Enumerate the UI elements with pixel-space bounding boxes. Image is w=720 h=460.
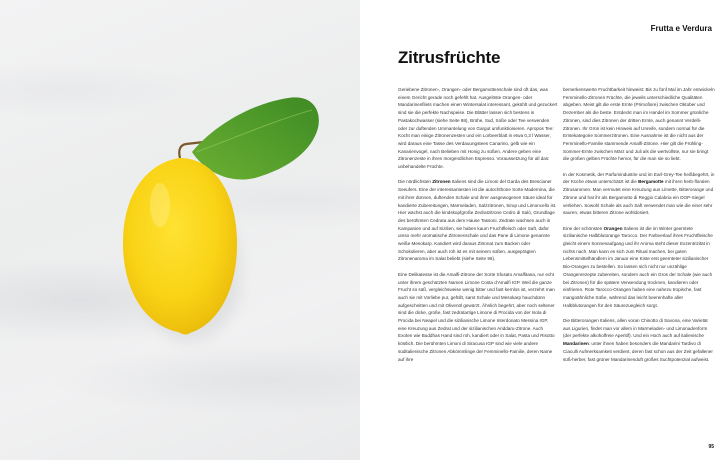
body-paragraph (563, 317, 715, 363)
paragraph-text: bemerkenswerte Fruchtbarkeit hinweist: Bis zu fünf Mal im Jahr entwickeln Femminello-Zitronen Früchte, die jeweils unterschiedliche Qualitäten abgeben. Meist gilt die erste Ernte (Primofiore) zwischen Oktober und Dezember als die beste. Entdeckt man im Handel im Sommer grünliche Zitronen, sind dies Zitronen der dritten Ernte, auch genannt Verdelli-Zitronen. Ihr Grün ist kein Hinweis auf Unreife, sondern normal für die Erntekategorie Sommerzitronen. Eine Ausnahme ist die nicht aus der Femminello-Familie stammende Amalfi-Zitrone. Hier gilt die Frühling-Sommer-Ernte zwischen März und Juli als die wertvollste, nur sie bringt die großen gelben Früchte hervor, für die man sie so liebt. (563, 87, 715, 162)
paragraph-text: : unter ihnen haben besonders die Mandarini Tardivo di Ciaculli Aufmerksamkeit verdient, deren fast schon aus der Zeit gefallener süß-herber, fast grüner Mandarinenduft großes Suchtpotenzial aufweist. (563, 341, 713, 362)
paragraph-text: Eine Delikatesse ist die Amalfi-Zitrone der Sorte Sfusato Amalfitana, nur echt unter ihrem geschützten Namen Limone Costa d’Amalfi IGP. Weil die ganze Frucht so süß, vergleichsweise wenig bitter und fast kernlos ist, verzehrt man auch sie mit Vorliebe pur, gefüllt, samt Schale und Mesokarp hauchdünn aufgeschnitten und mit Olivenöl gewürzt. Ähnlich begehrt, aber noch seltener sind die dicke, große, fast zedratartige Limone di Procida von der Isola di Procida bei Neapel und die sizilianische Limone Interdonato Messina IGP, eine Kreuzung aus Zedrat und der sizilianischen Ariddaru-Zitrone. Auch Exoten wie Buddhas Hand sind roh, kandiert oder in Salat, Pasta und Risotto köstlich. Die berühmten Limoni di Siracusa IGP sind wie viele andere süditalienische Zitronen Abkömmlinge der Femminello-Familie, deren Name auf ihre (398, 271, 555, 362)
lemon-leaf (192, 97, 319, 179)
running-head: Frutta e Verdura (650, 24, 712, 33)
highlighted-term: Orangen (603, 225, 623, 231)
text-page (360, 0, 720, 460)
paragraph-text: mit ihren herb-floralen Zitrusaromen. Man vermutet eine Kreuzung aus Limette, Bitterorange und Zitrone und hat ihr als Bergamotto di Reggio Calabria ein DOP-Siegel verliehen. Sowohl Schale als auch Saft verwendet man wie die einer sehr sauren, etwas bitteren Zitrone wohldosiert. (563, 179, 714, 216)
page-title: Zitrusfrüchte (398, 48, 501, 67)
paragraph-text: In der Kosmetik, der Parfumindustrie und im Earl-Grey-Tee heißbegehrt, in der Küche etwas unterschätzt ist die (563, 171, 715, 185)
paragraph-text: Italiens ist die im Winter geerntete sizilianische Halbblutorange Tarocco. Der Farbverlauf ihres Fruchtfleische gleicht einem Sonnenaufgang und ihr Aroma steht dieser Exzentrizität in nichts nach. Man kann es sich zum Ritual machen, bei guten Lebensmittelhändlern im Januar eine Kiste erst geernteter sizilianischer Bio-Orangen zu bestellen. So lassen sich nicht nur unzählige Orangenrezepte zubereiten, sondern auch ein Gros der Schale (wie auch bei Zitronen) für die spätere Verwendung trocknen, kandieren oder einfrieren. Rote Tarocco-Orangen haben eine nahezu tropische, fast mangoähnliche Süße, während das leicht beerenhafte aller Halbblutorangen für den Säurezuegleich sorgt. (563, 225, 713, 308)
body-paragraph (563, 171, 715, 217)
body-paragraph (563, 86, 715, 163)
body-paragraph (398, 86, 558, 171)
body-paragraph (563, 225, 715, 310)
paragraph-text: Die nördlichsten (398, 179, 433, 185)
body-paragraph (398, 271, 558, 363)
highlighted-term: Zitronen (432, 179, 451, 185)
highlighted-term: Bergamotte (638, 179, 664, 185)
paragraph-text: Eine der schönsten (563, 225, 604, 231)
highlighted-term: Mandarinen (563, 341, 589, 347)
body-paragraph (398, 178, 558, 263)
paragraph-text: Geriebene Zitronen-, Orangen- oder Bergamottenschale sind oft das, was einem Gericht gerade noch gefehlt hat. Ausgelöste Orangen- oder Mandarinenfilets machen einen Wintersalat interessant, gekühlt und gezuckert sind sie die perfekte Nachspeise. Die Blätter lassen sich bestens in Pastakochwasser (siehe Seite 98), Brühe, Sud, Soße oder Tee verwenden oder zur duftenden Ummantelung von Gargut umfunktionieren. Apropos Tee: Kocht man einige Zitronenzesten und ein Lorbeerblatt in etwa 0,3 l Wasser, wird daraus eine Tasse des Verdauungstees Canarino, gelb wie ein Kanarienvogel, nach Belieben mit Honig zu süßen. Andere geben eine Zitronenzeste in ihren morgendlichen Espresso. Voraussetzung für all das: unbehandelte Früchte. (398, 87, 558, 170)
paragraph-text: Die Bitterorangen Italiens, allen voran Chinotto di Savona, eine Varietät aus Ligurien, findet man vor allem in Marmeladen- und Limonadenform (der perfekte alkoholfreie Aperitif). Und ein Hoch auch auf italienische (563, 318, 708, 339)
text-column-left (398, 86, 558, 371)
text-column-right (563, 86, 715, 371)
page-number: 95 (708, 444, 714, 450)
paragraph-text: Italiens sind die Limoni del Garda des Brescianer Seeufers. Eine der interessantesten ist die autochthone Sorte Madernina, die mit ihrer dünnen, duftenden Schale und ihrer ausgewogenen Säure ideal für kandierte Zubereitungen, Marmeladen, Salzzitronen, Sirup und Limoncello ist. Hier wächst auch die kindskopfgroße Zedratzitrone Cedro di Salò, Grundlage des berühmten Cedrata aus dem Hause Tassoni. Zedrate wachsen auch in Kampanien und auf Sizilien, sie haben kaum Fruchtfleisch oder Saft, dafür umso mehr aromatische Zitronenschale und das Pane di Limone genannte weiße Mesokarp. Kandiert wird daraus Zitronat zum Backen oder Schokolieren, aber auch roh ist es mit seinem süßen, ausgeprägten Zitronenaroma im Salat beliebt (siehe Seite 96). (398, 179, 557, 262)
lemon-body (123, 158, 237, 335)
